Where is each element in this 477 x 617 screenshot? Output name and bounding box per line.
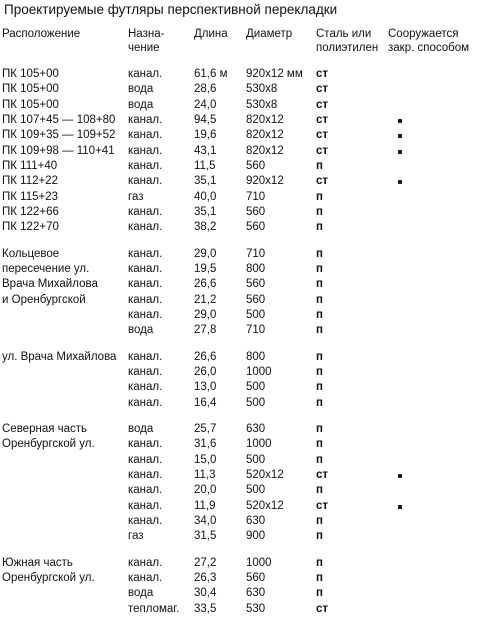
diameter-cell: 530x8 [246,83,278,96]
diameter-cell: 820x12 [246,113,284,126]
header-diameter-line: Диаметр [246,28,293,40]
material-cell: ст [316,602,329,615]
location-cell: ПК 111+40 [2,159,58,172]
diameter-cell: 560 [246,221,266,234]
location-cell: Оренбургской ул. [2,438,95,451]
material-cell: п [316,293,323,306]
diameter-cell: 560 [246,293,266,306]
diameter-cell: 1000 [246,438,272,451]
header-length-line: Длина [194,28,228,40]
length-cell: 15,0 [194,453,217,466]
diameter-cell: 500 [246,396,266,409]
location-cell: ПК 112+22 [2,175,59,188]
material-cell: п [316,396,323,409]
purpose-cell: канал. [128,350,163,363]
header-closed-line-1: Сооружается [388,28,459,40]
length-cell: 25,7 [194,422,217,435]
group-spacer [0,339,477,350]
material-cell: ст [316,83,329,96]
purpose-cell: канал. [128,308,163,321]
diameter-cell: 560 [246,571,266,584]
table-row [0,277,477,292]
location-cell: Южная часть [2,556,73,569]
length-cell: 34,0 [194,514,217,527]
location-cell: ПК 105+00 [2,68,59,80]
length-cell: 19,6 [194,129,217,142]
material-cell: п [316,324,323,337]
purpose-cell: канал. [128,365,163,378]
table-row [0,220,477,235]
material-cell: ст [316,68,329,80]
table-row [0,529,477,544]
table-row [0,262,477,277]
length-cell: 20,0 [194,484,217,497]
diameter-cell: 630 [246,587,266,600]
material-cell: ст [316,129,329,142]
length-cell: 43,1 [194,144,217,157]
purpose-cell: вода [128,587,154,600]
table-row [0,67,477,82]
location-cell: ПК 105+00 [2,98,59,111]
location-cell: ул. Врача Михайлова [2,350,117,363]
length-cell: 40,0 [194,190,217,203]
diameter-cell: 560 [246,205,266,218]
table-row [0,113,477,128]
header-purpose-line-2: чение [128,42,160,54]
table-row [0,159,477,174]
location-cell: и Оренбургской [2,293,86,306]
location-cell: ПК 109+35 — 109+52 [2,129,116,142]
length-cell: 26,0 [194,365,217,378]
material-cell: ст [316,113,329,126]
length-cell: 30,4 [194,587,217,600]
closed-method-mark-icon [398,474,402,478]
table-row [0,190,477,205]
table-row [0,586,477,601]
length-cell: 16,4 [194,396,217,409]
material-cell: п [316,190,323,203]
length-cell: 11,3 [194,468,216,481]
location-cell: Оренбургской ул. [2,571,95,584]
length-cell: 26,3 [194,571,217,584]
purpose-cell: канал. [128,293,163,306]
table-row [0,82,477,97]
diameter-cell: 800 [246,350,266,363]
purpose-cell: канал. [128,396,163,409]
diameter-cell: 530x8 [246,98,278,111]
material-cell: п [316,350,323,363]
table-row [0,323,477,338]
table-row [0,365,477,380]
diameter-cell: 710 [246,190,266,203]
length-cell: 11,9 [194,499,216,512]
header-material-line-2: полиэтилен [316,42,379,54]
diameter-cell: 820x12 [246,144,284,157]
material-cell: п [316,278,323,291]
table-row [0,350,477,365]
header-closed-method [388,27,469,55]
material-cell: п [316,221,323,234]
table-row [0,380,477,395]
group-spacer [0,411,477,422]
diameter-cell: 500 [246,453,266,466]
table-row [0,205,477,220]
location-cell: Врача Михайлова [2,278,98,291]
purpose-cell: канал. [128,514,163,527]
length-cell: 35,1 [194,205,217,218]
purpose-cell: канал. [128,499,163,512]
header-location-line: Расположение [2,28,81,40]
table-body [0,67,477,617]
material-cell: п [316,514,323,527]
diameter-cell: 630 [246,422,266,435]
table-row [0,422,477,437]
length-cell: 31,5 [194,530,217,543]
table-row [0,453,477,468]
purpose-cell: канал. [128,381,163,394]
closed-method-mark-icon [398,180,402,184]
material-cell: п [316,571,323,584]
diameter-cell: 800 [246,262,266,275]
length-cell: 21,2 [194,293,217,306]
material-cell: п [316,556,323,569]
table-row [0,468,477,483]
table-row [0,174,477,189]
purpose-cell: канал. [128,484,163,497]
length-cell: 19,5 [194,262,217,275]
header-purpose-line-1: Назна- [128,28,165,40]
length-cell: 27,2 [194,556,217,569]
length-cell: 94,5 [194,113,217,126]
material-cell: п [316,262,323,275]
material-cell: п [316,422,323,435]
diameter-cell: 500 [246,484,266,497]
purpose-cell: тепломаг. [128,602,180,615]
header-location [2,27,80,41]
material-cell: п [316,587,323,600]
diameter-cell: 560 [246,278,266,291]
diameter-cell: 920x12 мм [246,68,303,80]
length-cell: 61,6 м [194,68,228,80]
purpose-cell: канал. [128,175,163,188]
purpose-cell: канал. [128,262,163,275]
material-cell: п [316,365,323,378]
purpose-cell: канал. [128,247,163,260]
length-cell: 29,0 [194,247,217,260]
location-cell: ПК 115+23 [2,190,59,203]
header-material [316,27,378,55]
table-row [0,144,477,159]
material-cell: п [316,205,323,218]
material-cell: п [316,484,323,497]
location-cell: ПК 105+00 [2,83,59,96]
group-spacer [0,236,477,247]
material-cell: п [316,438,323,451]
closed-method-mark-icon [398,119,402,123]
length-cell: 28,6 [194,83,217,96]
material-cell: ст [316,98,329,111]
purpose-cell: канал. [128,278,163,291]
diameter-cell: 530 [246,602,266,615]
location-cell: Кольцевое [2,247,60,260]
diameter-cell: 500 [246,308,266,321]
purpose-cell: газ [128,190,144,203]
diameter-cell: 1000 [246,556,272,569]
length-cell: 38,2 [194,221,217,234]
table-row [0,308,477,323]
table-row [0,499,477,514]
length-cell: 26,6 [194,278,217,291]
material-cell: ст [316,499,329,512]
header-material-line-1: Сталь или [316,28,372,40]
diameter-cell: 920x12 [246,175,284,188]
length-cell: 26,6 [194,350,217,363]
purpose-cell: вода [128,324,154,337]
length-cell: 29,0 [194,308,217,321]
header-length [194,27,228,41]
table-row [0,396,477,411]
length-cell: 33,5 [194,602,217,615]
location-cell: ПК 122+70 [2,221,59,234]
diameter-cell: 900 [246,530,266,543]
purpose-cell: канал. [128,221,163,234]
purpose-cell: канал. [128,571,163,584]
location-cell: ПК 122+66 [2,205,59,218]
table-row [0,247,477,262]
purpose-cell: канал. [128,68,163,80]
diameter-cell: 520x12 [246,499,284,512]
diameter-cell: 520x12 [246,468,284,481]
table-row [0,98,477,113]
length-cell: 27,8 [194,324,217,337]
length-cell: 13,0 [194,381,217,394]
length-cell: 11,5 [194,159,216,172]
diameter-cell: 500 [246,381,266,394]
header-diameter [246,27,292,41]
location-cell: пересечение ул. [2,262,90,275]
diameter-cell: 560 [246,159,266,172]
table-row [0,437,477,452]
purpose-cell: канал. [128,144,163,157]
purpose-cell: канал. [128,113,163,126]
table-row [0,514,477,529]
purpose-cell: канал. [128,129,163,142]
purpose-cell: канал. [128,205,163,218]
document-title: Проектируемые футляры перспективной перекладки [4,2,338,17]
table-row [0,571,477,586]
diameter-cell: 710 [246,247,266,260]
closed-method-mark-icon [398,150,402,154]
location-cell: Северная часть [2,422,88,435]
header-purpose [128,27,164,55]
diameter-cell: 630 [246,514,266,527]
material-cell: п [316,381,323,394]
table-row [0,483,477,498]
material-cell: п [316,530,323,543]
location-cell: ПК 107+45 — 108+80 [2,113,116,126]
group-spacer [0,545,477,556]
diameter-cell: 1000 [246,365,272,378]
material-cell: ст [316,175,329,188]
header-closed-line-2: закр. способом [388,42,470,54]
closed-method-mark-icon [398,505,402,509]
length-cell: 31,6 [194,438,217,451]
purpose-cell: газ [128,530,144,543]
location-cell: ПК 109+98 — 110+41 [2,144,115,157]
table-row [0,293,477,308]
material-cell: ст [316,144,329,157]
purpose-cell: канал. [128,438,163,451]
purpose-cell: канал. [128,159,163,172]
diameter-cell: 820x12 [246,129,284,142]
diameter-cell: 710 [246,324,266,337]
closed-method-mark-icon [398,134,402,138]
material-cell: п [316,159,323,172]
purpose-cell: вода [128,83,154,96]
purpose-cell: вода [128,98,154,111]
purpose-cell: вода [128,422,154,435]
material-cell: п [316,453,323,466]
purpose-cell: канал. [128,556,163,569]
length-cell: 24,0 [194,98,217,111]
table-row [0,602,477,617]
table-row [0,128,477,143]
length-cell: 35,1 [194,175,217,188]
purpose-cell: канал. [128,453,163,466]
material-cell: п [316,308,323,321]
table-row [0,556,477,571]
purpose-cell: канал. [128,468,163,481]
material-cell: ст [316,468,329,481]
material-cell: п [316,247,323,260]
